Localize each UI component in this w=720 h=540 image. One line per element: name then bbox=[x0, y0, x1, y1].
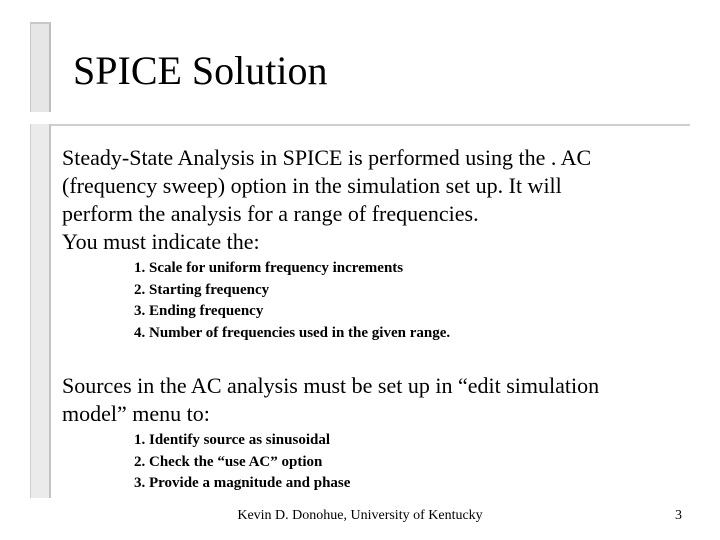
title-frame-top-decoration bbox=[30, 22, 50, 24]
intro-paragraph bbox=[62, 144, 591, 256]
intro-line: Steady-State Analysis in SPICE is performed using the . AC bbox=[62, 145, 592, 170]
intro-line: (frequency sweep) option in the simulation set up. It will bbox=[62, 173, 562, 198]
intro-line: perform the analysis for a range of frequencies. bbox=[62, 201, 479, 226]
intro-line: You must indicate the: bbox=[62, 229, 260, 254]
list-item: 2. Starting frequency bbox=[134, 281, 270, 298]
body-frame-left-decoration bbox=[30, 124, 51, 498]
title-frame-decoration bbox=[30, 22, 51, 112]
list-item: 3. Ending frequency bbox=[134, 303, 264, 319]
sources-line: model” menu to: bbox=[62, 401, 210, 426]
list-item: 4. Number of frequencies used in the given range. bbox=[134, 324, 451, 341]
list-item: 3. Provide a magnitude and phase bbox=[134, 475, 351, 491]
sources-paragraph bbox=[62, 372, 599, 428]
analysis-parameters-list bbox=[134, 258, 450, 344]
page-number: 3 bbox=[675, 508, 682, 523]
list-item: 1. Scale for uniform frequency increments bbox=[134, 260, 404, 276]
footer-credit: Kevin D. Donohue, University of Kentucky bbox=[237, 508, 483, 523]
page-title: SPICE Solution bbox=[73, 48, 328, 93]
source-setup-list bbox=[134, 430, 350, 495]
list-item: 1. Identify source as sinusoidal bbox=[134, 432, 331, 448]
sources-line: Sources in the AC analysis must be set up in “edit simulation bbox=[62, 373, 600, 398]
body-frame-top-decoration bbox=[30, 124, 690, 126]
list-item: 2. Check the “use AC” option bbox=[134, 453, 323, 470]
